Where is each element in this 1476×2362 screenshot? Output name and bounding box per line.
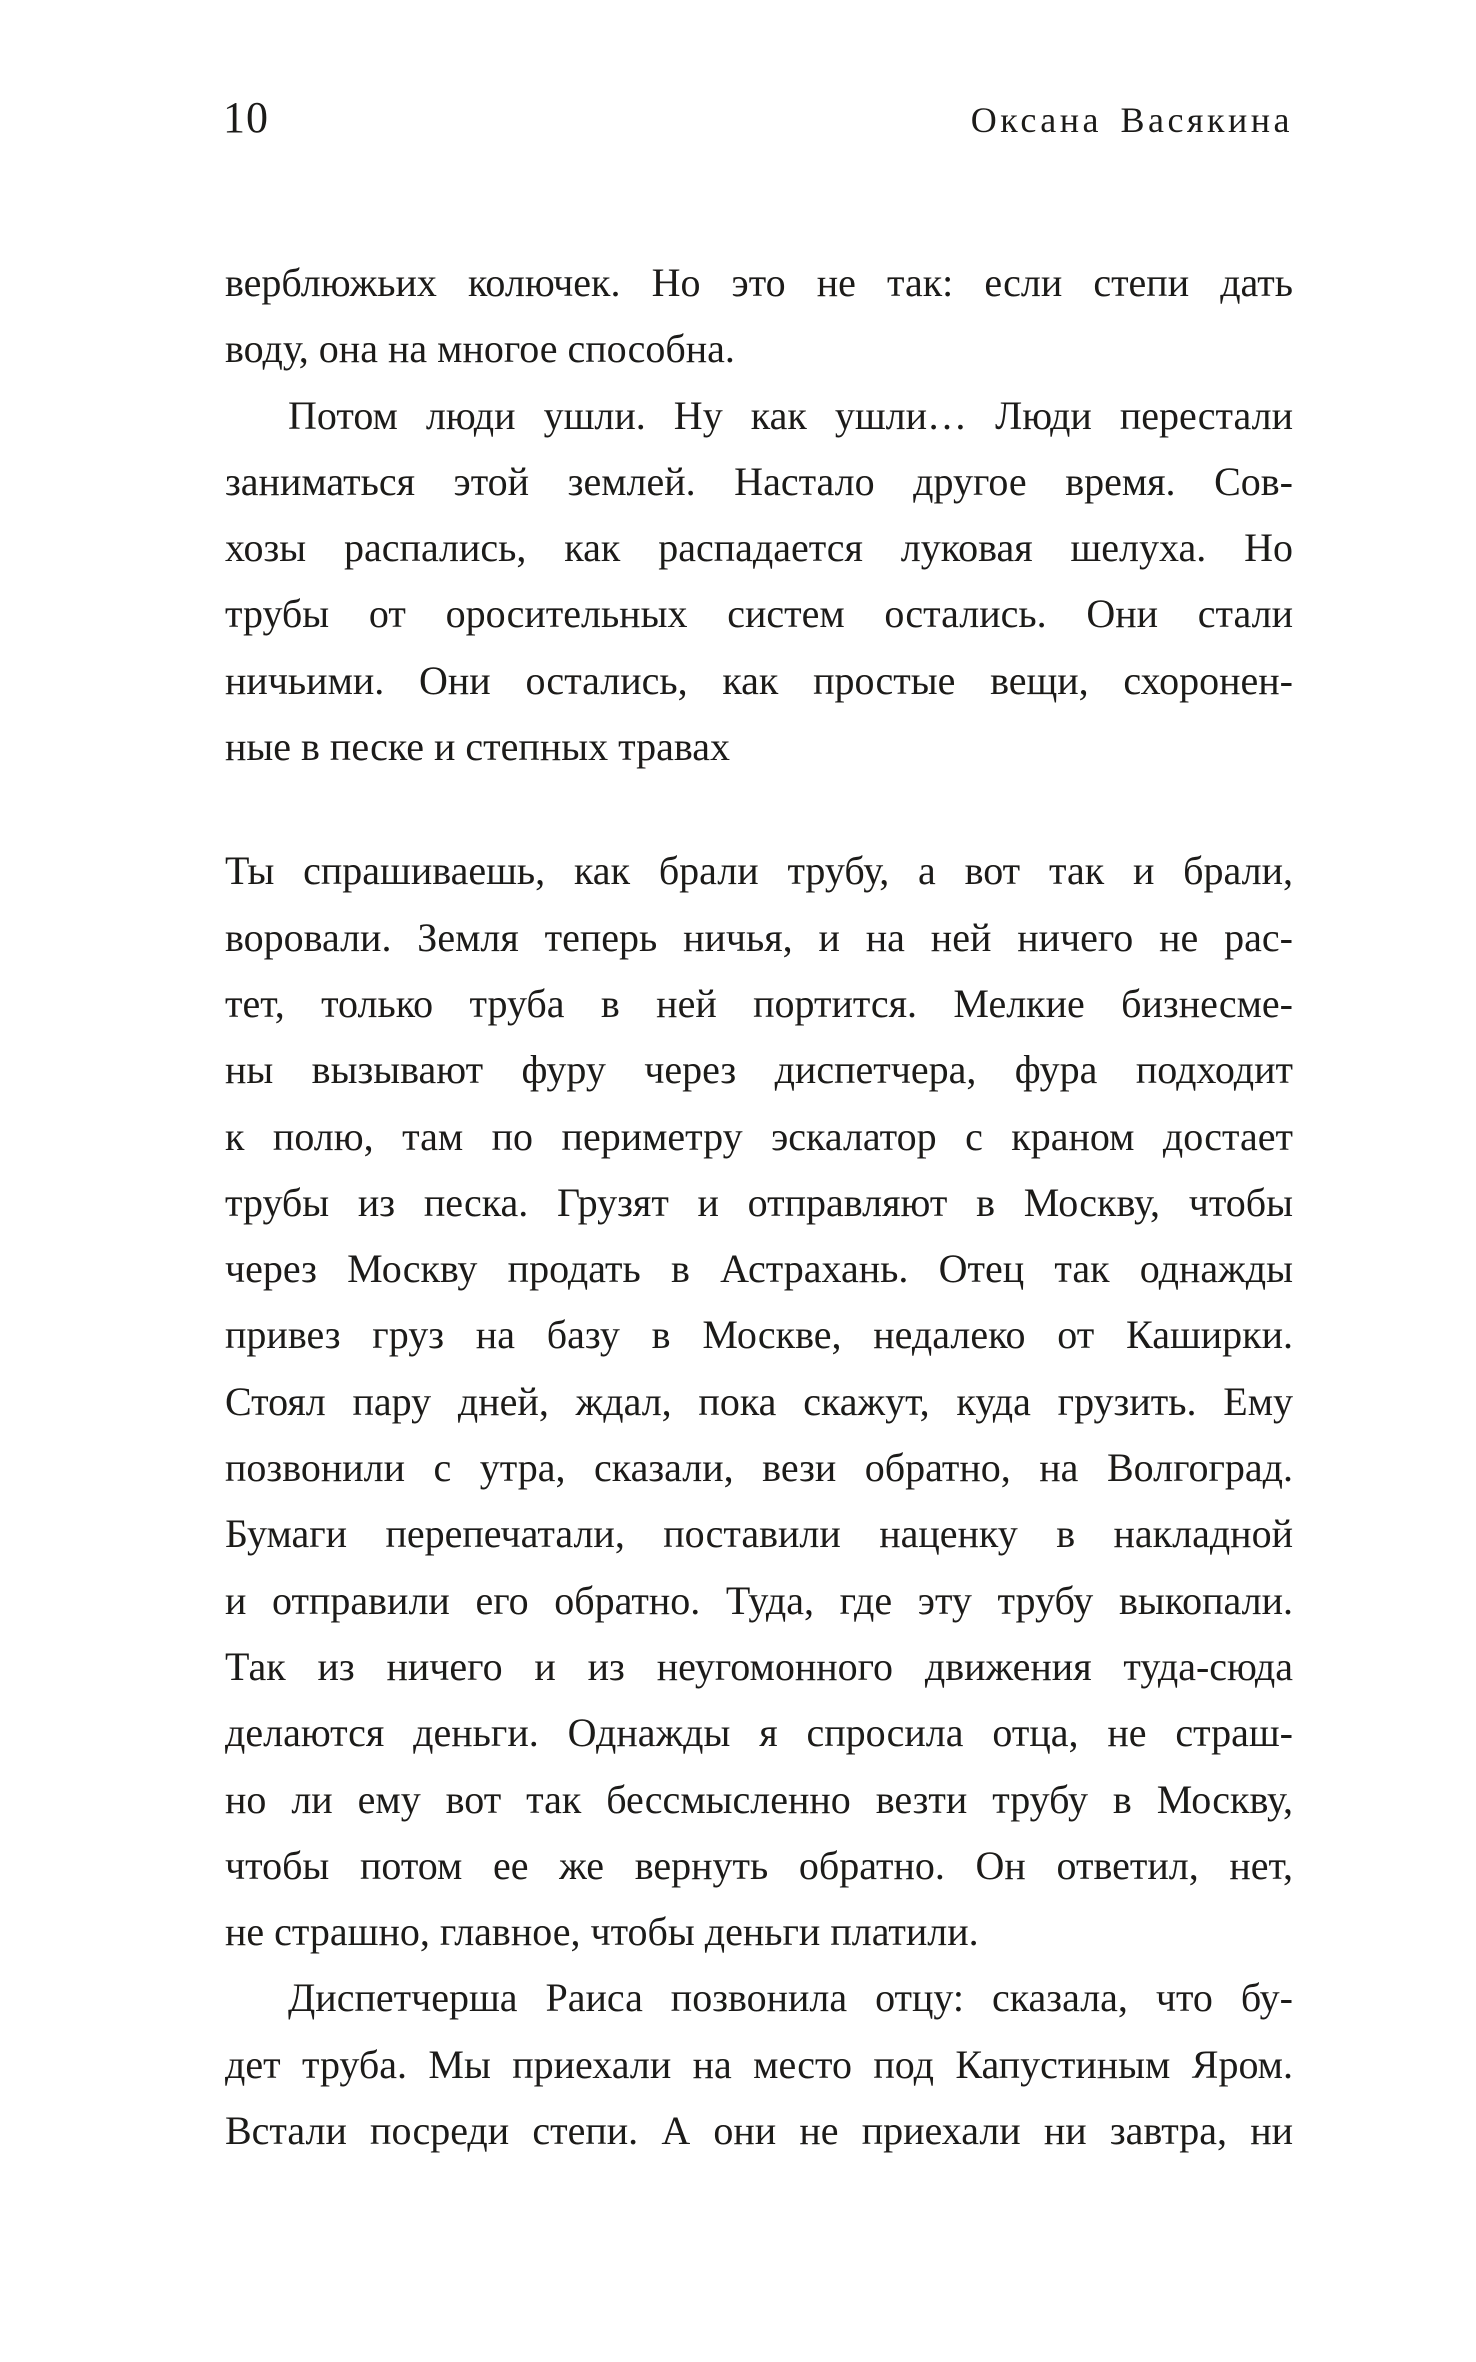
- text-line: но ли ему вот так бессмысленно везти трубу в Москву,: [225, 1776, 1293, 1822]
- text-line: заниматься этой землей. Настало другое время. Сов-: [225, 458, 1293, 504]
- text-line: делаются деньги. Однажды я спросила отца, не страш-: [225, 1710, 1293, 1756]
- running-header: [223, 93, 1293, 142]
- text-line: Ты спрашиваешь, как брали трубу, а вот так и брали,: [225, 848, 1293, 894]
- text-line: Диспетчерша Раиса позвонила отцу: сказала, что бу-: [288, 1975, 1293, 2021]
- page-text: [225, 250, 1293, 2164]
- text-line: верблюжьих колючек. Но это не так: если степи дать: [225, 260, 1293, 305]
- text-line: Стоял пару дней, ждал, пока скажут, куда грузить. Ему: [225, 1378, 1293, 1424]
- text-line: не страшно, главное, чтобы деньги платили.: [225, 1909, 979, 1955]
- text-line: воду, она на многое способна.: [225, 326, 735, 372]
- text-line: ные в песке и степных травах: [225, 724, 730, 770]
- text-line: привез груз на базу в Москве, недалеко от Каширки.: [225, 1312, 1293, 1358]
- text-line: к полю, там по периметру эскалатор с краном достает: [225, 1113, 1293, 1159]
- text-line: воровали. Земля теперь ничья, и на ней ничего не рас-: [225, 914, 1293, 960]
- text-line: Потом люди ушли. Ну как ушли… Люди перестали: [288, 392, 1293, 438]
- text-line: дет труба. Мы приехали на место под Капустиным Яром.: [225, 2041, 1293, 2087]
- text-line: тет, только труба в ней портится. Мелкие бизнесме-: [225, 980, 1293, 1026]
- running-header-author: Оксана Васякина: [970, 100, 1293, 140]
- text-line: Бумаги перепечатали, поставили наценку в накладной: [225, 1511, 1293, 1557]
- text-line: Встали посреди степи. А они не приехали ни завтра, ни: [225, 2108, 1293, 2154]
- text-line: чтобы потом ее же вернуть обратно. Он ответил, нет,: [225, 1842, 1293, 1888]
- text-line: трубы от оросительных систем остались. Они стали: [225, 591, 1293, 637]
- text-line: ны вызывают фуру через диспетчера, фура подходит: [225, 1047, 1293, 1093]
- page-number: 10: [223, 93, 269, 142]
- text-line: хозы распались, как распадается луковая шелуха. Но: [225, 525, 1293, 571]
- text-line: и отправили его обратно. Туда, где эту трубу выкопали.: [225, 1577, 1293, 1623]
- text-line: через Москву продать в Астрахань. Отец так однажды: [225, 1246, 1293, 1292]
- text-line: позвонили с утра, сказали, вези обратно, на Волгоград.: [225, 1445, 1293, 1491]
- text-line: трубы из песка. Грузят и отправляют в Москву, чтобы: [225, 1179, 1293, 1225]
- text-line: ничьими. Они остались, как простые вещи, схоронен-: [225, 657, 1293, 703]
- text-line: Так из ничего и из неугомонного движения туда-сюда: [225, 1643, 1293, 1689]
